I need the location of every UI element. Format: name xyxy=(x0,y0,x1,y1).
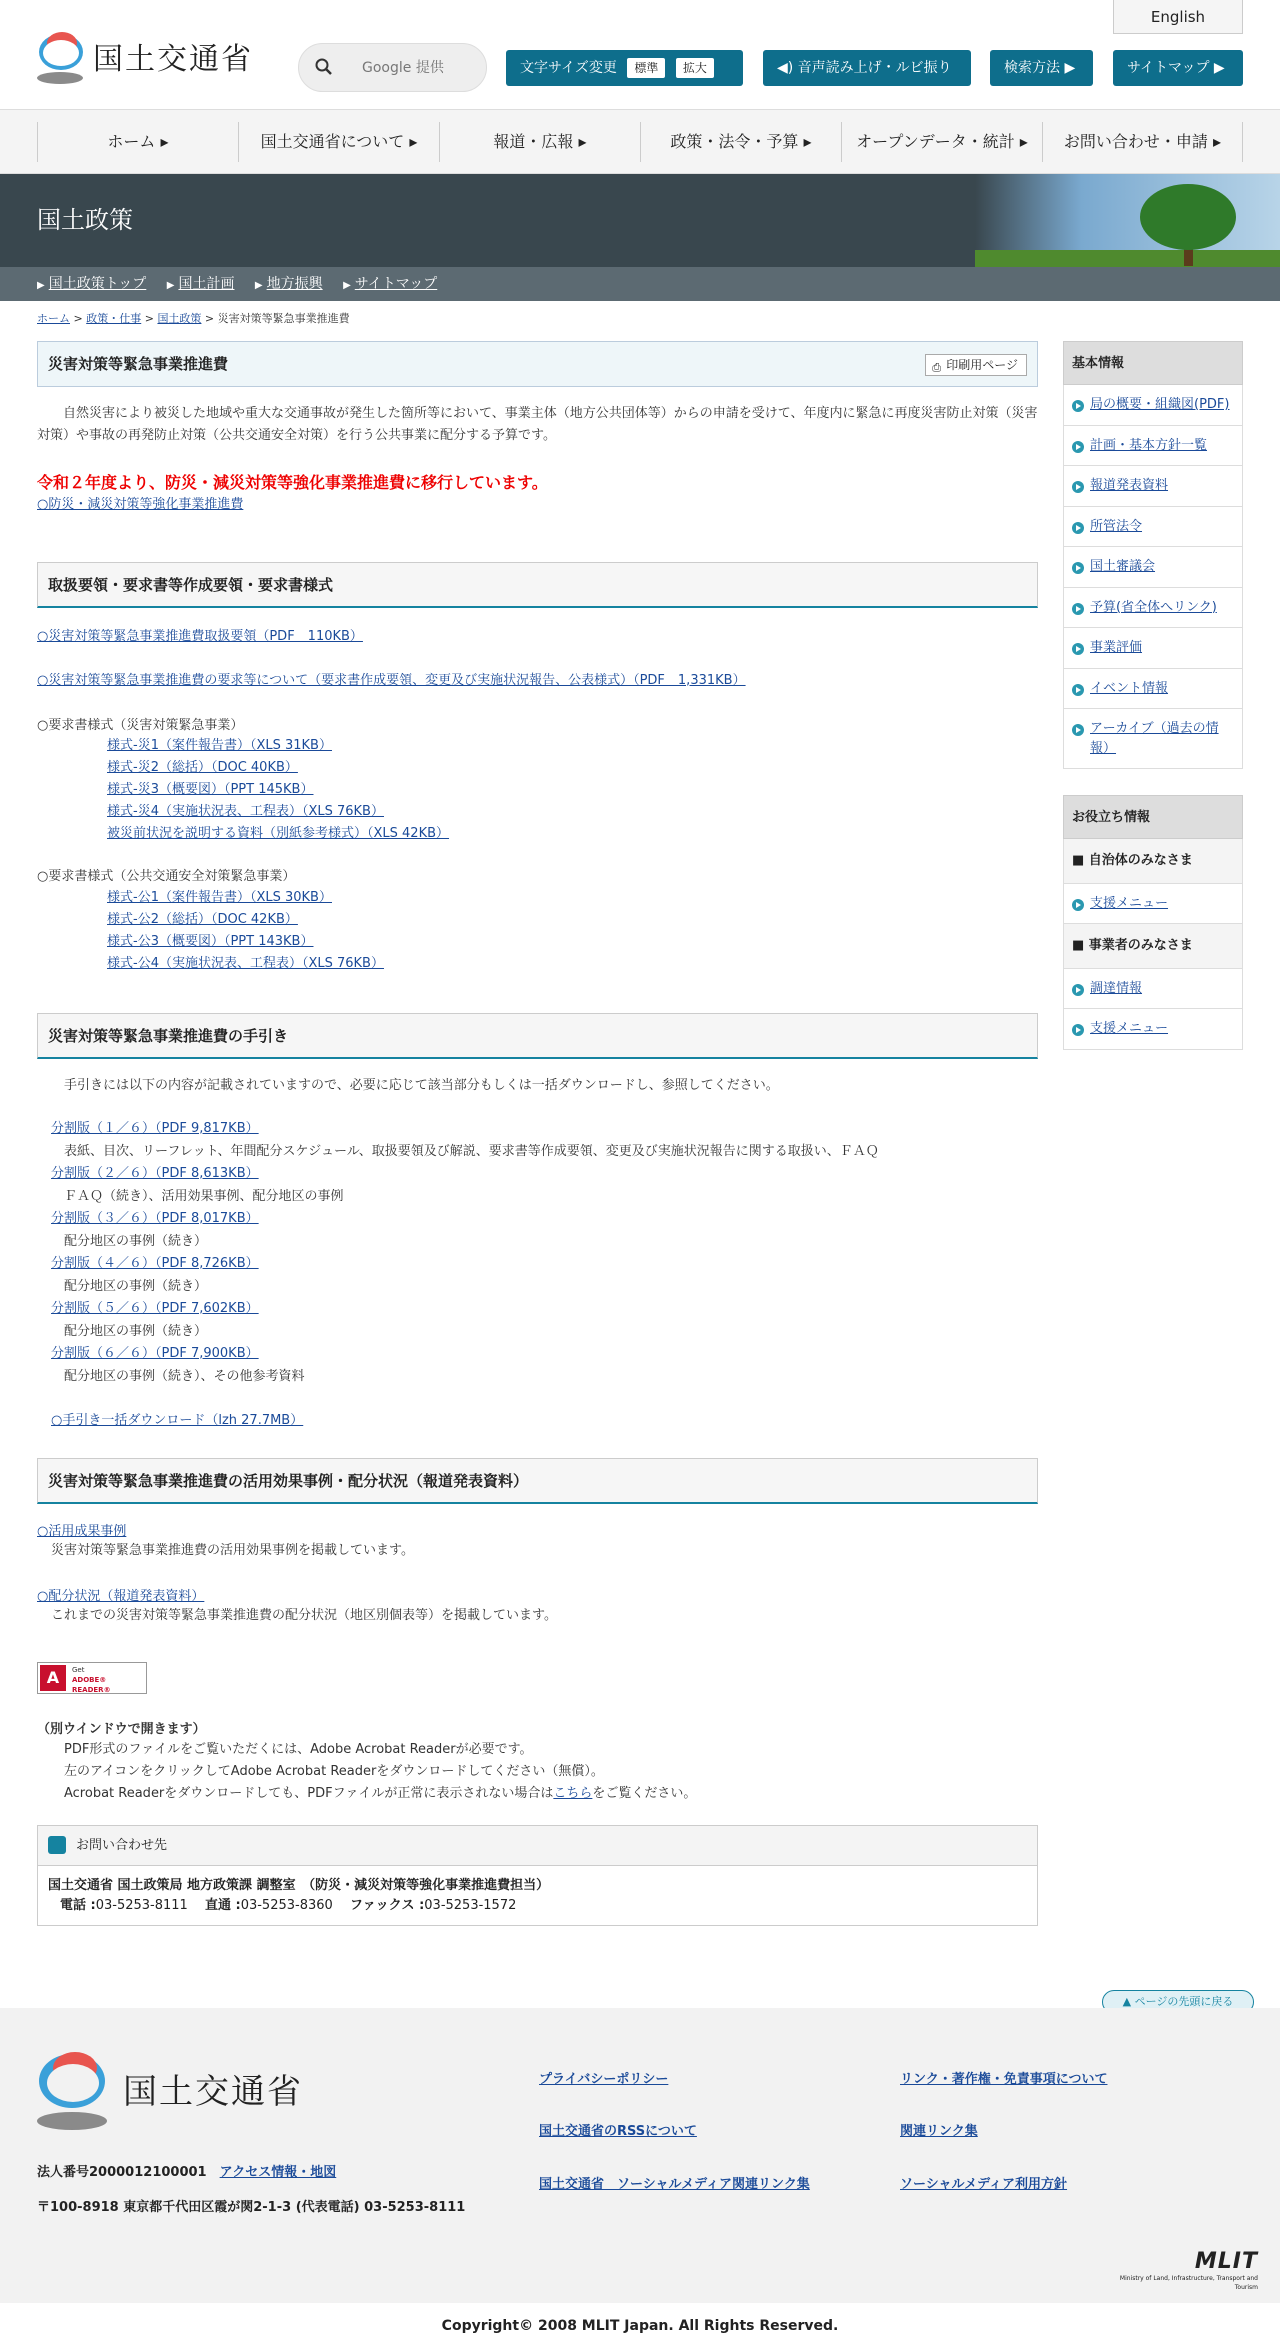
sidebar-item[interactable]: 所管法令 xyxy=(1063,507,1243,548)
section-title-guidelines: 取扱要領・要求書等作成要領・要求書様式 xyxy=(37,562,1038,608)
mlit-wordmark: MLIT Ministry of Land, Infrastructure, Transport and Tourism xyxy=(1119,2249,1258,2291)
site-footer xyxy=(0,2008,1280,2350)
subnav-regional[interactable]: 地方振興 xyxy=(266,276,323,292)
manual-part-desc: 表紙、目次、リーフレット、年間配分スケジュール、取扱要領及び解説、要求書等作成要領、変更及び実施状況報告に関する取扱い、ＦＡＱ xyxy=(64,1143,879,1159)
arrow-circle-icon xyxy=(1072,603,1084,615)
manual-part-desc: 配分地区の事例（続き） xyxy=(64,1278,208,1294)
adobe-notes xyxy=(64,1739,1038,1805)
speech-ruby-button[interactable] xyxy=(763,50,971,86)
page-title-box xyxy=(37,341,1038,387)
search-method-label: 検索方法 xyxy=(1004,60,1060,76)
footer-logo-text: 国土交通省 xyxy=(123,2071,303,2112)
sidebar-item[interactable]: 予算(省全体へリンク) xyxy=(1063,588,1243,629)
arrow-circle-icon xyxy=(1072,643,1084,655)
social-links[interactable]: 国土交通省 ソーシャルメディア関連リンク集 xyxy=(539,2177,810,2192)
site-header xyxy=(0,0,1280,110)
form-link[interactable]: 様式-災2（総括）（DOC 40KB） xyxy=(107,760,298,775)
print-page-button[interactable]: ⎙ 印刷用ページ xyxy=(925,354,1027,376)
manual-bulk-download[interactable]: ○手引き一括ダウンロード（lzh 27.7MB） xyxy=(51,1413,304,1428)
english-button[interactable]: English xyxy=(1113,0,1243,34)
global-nav xyxy=(0,110,1280,174)
sidebar-item[interactable]: 報道発表資料 xyxy=(1063,466,1243,507)
form-link[interactable]: 様式-公2（総括）（DOC 42KB） xyxy=(107,911,298,927)
tree-image xyxy=(1140,184,1236,250)
arrow-up-icon: ▲ xyxy=(1122,1995,1132,2008)
form-link[interactable]: 被災前状況を説明する資料（別紙参考様式）（XLS 42KB） xyxy=(107,826,450,841)
manual-part-desc: ＦＡＱ（続き）、活用効果事例、配分地区の事例 xyxy=(64,1188,344,1204)
banner-title: 国土政策 xyxy=(37,206,133,234)
form-link[interactable]: 様式-災3（概要図）（PPT 145KB） xyxy=(107,782,314,797)
phone-icon xyxy=(48,1836,66,1854)
footer-address: 〒100-8918 東京都千代田区霞が関2-1-3 (代表電話) 03-5253-8111 xyxy=(37,2200,466,2215)
sidebar-useful-title: お役立ち情報 xyxy=(1063,795,1243,839)
manual-part-link[interactable]: 分割版（２／６）（PDF 8,613KB） xyxy=(51,1166,259,1181)
sidebar-item[interactable]: 局の概要・組織図(PDF) xyxy=(1063,385,1243,426)
sitemap-label: サイトマップ xyxy=(1127,60,1210,76)
adobe-note: Acrobat Readerをダウンロードしても、PDFファイルが正常に表示されない場合はこちらをご覧ください。 xyxy=(64,1786,697,1801)
font-size-control xyxy=(506,50,743,86)
adobe-help-link[interactable]: こちら xyxy=(553,1786,593,1801)
back-to-top-button[interactable]: ▲ ページの先頭に戻る xyxy=(1102,1990,1254,2014)
social-policy-link[interactable]: ソーシャルメディア利用方針 xyxy=(900,2177,1068,2192)
mlit-emblem-icon xyxy=(37,2052,109,2132)
adobe-note: 左のアイコンをクリックしてAdobe Acrobat Readerをダウンロードしてください（無償）。 xyxy=(64,1764,604,1779)
section-banner xyxy=(0,174,1280,267)
bc-home[interactable]: ホーム xyxy=(37,312,70,325)
rss-link[interactable]: 国土交通省のRSSについて xyxy=(539,2124,697,2139)
related-links[interactable]: 関連リンク集 xyxy=(900,2124,978,2139)
arrow-circle-icon xyxy=(1072,899,1084,911)
sidebar-group-municipality: ■ 自治体のみなさま xyxy=(1063,839,1243,884)
arrow-circle-icon xyxy=(1072,1024,1084,1036)
arrow-circle-icon xyxy=(1072,481,1084,493)
sidebar-item[interactable]: イベント情報 xyxy=(1063,669,1243,710)
breadcrumb: ホーム > 政策・仕事 > 国土政策 > 災害対策等緊急事業推進費 xyxy=(37,312,350,325)
adobe-icon: A xyxy=(40,1665,66,1691)
gnav-opendata[interactable]: オープンデータ・統計 ▸ xyxy=(841,122,1042,162)
sitemap-button[interactable] xyxy=(1113,50,1243,86)
copyright-link[interactable]: リンク・著作権・免責事項について xyxy=(900,2072,1108,2087)
contact-numbers: 電話 :03-5253-8111 直通 :03-5253-8360 ファックス :03-5253-1572 xyxy=(60,1897,517,1913)
arrow-circle-icon xyxy=(1072,441,1084,453)
sidebar xyxy=(1063,341,1243,1050)
manual-parts xyxy=(51,1118,1038,1433)
font-large-button[interactable]: 拡大 xyxy=(676,58,714,78)
sidebar-item[interactable]: 支援メニュー xyxy=(1063,884,1243,925)
adobe-note: PDF形式のファイルをご覧いただくには、Adobe Acrobat Readerが必要です。 xyxy=(64,1742,533,1757)
gnav-press[interactable]: 報道・広報 ▸ xyxy=(439,122,640,162)
bc-national[interactable]: 国土政策 xyxy=(157,312,202,325)
arrow-circle-icon xyxy=(1072,400,1084,412)
arrow-circle-icon xyxy=(1072,724,1084,736)
chevron-right-icon: ▶ xyxy=(1064,60,1076,76)
manual-part-desc: 配分地区の事例（続き） xyxy=(64,1233,208,1249)
footer-logo[interactable] xyxy=(37,2052,303,2132)
subnav-plan[interactable]: 国土計画 xyxy=(178,276,235,292)
contact-body xyxy=(38,1866,1037,1925)
subnav-sitemap[interactable]: サイトマップ xyxy=(354,276,438,292)
sub-nav: ▶ 国土政策トップ ▶ 国土計画 ▶ 地方振興 ▶ サイトマップ xyxy=(0,267,1280,301)
bc-policy[interactable]: 政策・仕事 xyxy=(86,312,142,325)
form-link[interactable]: 様式-公4（実施状況表、工程表）（XLS 76KB） xyxy=(107,955,384,971)
contact-header: お問い合わせ先 xyxy=(38,1826,1037,1866)
gnav-policy[interactable]: 政策・法令・予算 ▸ xyxy=(640,122,841,162)
printer-icon: ⎙ xyxy=(932,361,942,374)
mlit-logo[interactable] xyxy=(37,32,253,86)
copyright: Copyright© 2008 MLIT Japan. All Rights Reserved. xyxy=(0,2303,1280,2350)
forms-disaster-list xyxy=(107,735,1038,845)
bc-current: 災害対策等緊急事業推進費 xyxy=(217,312,350,325)
effects-desc: 災害対策等緊急事業推進費の活用効果事例を掲載しています。 xyxy=(51,1543,414,1558)
main-content xyxy=(37,341,1038,1926)
allocation-desc: これまでの災害対策等緊急事業推進費の配分状況（地区別個表等）を掲載しています。 xyxy=(51,1608,557,1623)
corporate-number: 法人番号2000012100001 アクセス情報・地図 xyxy=(37,2165,337,2180)
chevron-right-icon: ▶ xyxy=(1213,60,1225,76)
manual-intro: 手引きには以下の内容が記載されていますので、必要に応じて該当部分もしくは一括ダウンロードし、参照してください。 xyxy=(64,1077,779,1093)
section-title-manual: 災害対策等緊急事業推進費の手引き xyxy=(37,1013,1038,1059)
sidebar-item[interactable]: 計画・基本方針一覧 xyxy=(1063,426,1243,467)
transition-notice: 令和２年度より、防災・減災対策等強化事業推進費に移行しています。 xyxy=(37,473,548,492)
sidebar-basic-title: 基本情報 xyxy=(1063,341,1243,385)
forms-transport-title: ○要求書様式（公共交通安全対策緊急事業） xyxy=(37,869,296,884)
privacy-link[interactable]: プライバシーポリシー xyxy=(539,2072,669,2087)
manual-part-desc: 配分地区の事例（続き）、その他参考資料 xyxy=(64,1368,305,1384)
search-icon xyxy=(315,58,333,76)
access-link[interactable]: アクセス情報・地図 xyxy=(219,2165,337,2180)
forms-transport-list xyxy=(107,887,1038,975)
effects-link[interactable]: ○活用成果事例 xyxy=(37,1523,127,1539)
new-window-note: （別ウインドウで開きます） xyxy=(37,1721,206,1737)
speech-label: 音声読み上げ・ルビ振り xyxy=(797,60,952,76)
manual-part-link[interactable]: 分割版（１／６）（PDF 9,817KB） xyxy=(51,1121,259,1136)
sidebar-item[interactable]: 国土審議会 xyxy=(1063,547,1243,588)
manual-part-link[interactable]: 分割版（４／６）（PDF 8,726KB） xyxy=(51,1256,259,1271)
notice-link[interactable]: ○防災・減災対策等強化事業推進費 xyxy=(37,497,244,512)
contact-box xyxy=(37,1825,1038,1926)
manual-part-desc: 配分地区の事例（続き） xyxy=(64,1323,208,1339)
speaker-icon: ◀) xyxy=(777,60,794,76)
mlit-emblem-icon xyxy=(37,32,85,86)
forms-disaster-title: ○要求書様式（災害対策緊急事業） xyxy=(37,717,244,733)
sidebar-item[interactable]: アーカイブ（過去の情報） xyxy=(1063,709,1243,769)
subnav-top[interactable]: 国土政策トップ xyxy=(48,276,147,292)
form-link[interactable]: 様式-災1（案件報告書）（XLS 31KB） xyxy=(107,738,332,753)
gnav-about[interactable]: 国土交通省について ▸ xyxy=(238,122,439,162)
gnav-home[interactable]: ホーム ▸ xyxy=(37,122,238,162)
font-standard-button[interactable]: 標準 xyxy=(627,58,665,78)
sidebar-item[interactable]: 支援メニュー xyxy=(1063,1009,1243,1050)
form-link[interactable]: 様式-災4（実施状況表、工程表）（XLS 76KB） xyxy=(107,804,384,819)
manual-part-link[interactable]: 分割版（５／６）（PDF 7,602KB） xyxy=(51,1301,259,1316)
arrow-circle-icon xyxy=(1072,984,1084,996)
manual-part-link[interactable]: 分割版（３／６）（PDF 8,017KB） xyxy=(51,1211,259,1226)
sidebar-group-business: ■ 事業者のみなさま xyxy=(1063,924,1243,969)
contact-org: 国土交通省 国土政策局 地方政策課 調整室 （防災・減災対策等強化事業推進費担当） xyxy=(48,1878,550,1893)
section-title-effects: 災害対策等緊急事業推進費の活用効果事例・配分状況（報道発表資料） xyxy=(37,1458,1038,1504)
allocation-link[interactable]: ○配分状況（報道発表資料） xyxy=(37,1588,205,1604)
sidebar-item[interactable]: 調達情報 xyxy=(1063,969,1243,1010)
intro-text: 自然災害により被災した地域や重大な交通事故が発生した箇所等において、事業主体（地方公共団体等）からの申請を受けて、年度内に緊急に再度災害防止対策（災害対策）や事故の再発防止対策（公共交通安全対策）を行う公共事業に配分する予算です。 xyxy=(37,406,1038,443)
arrow-circle-icon xyxy=(1072,562,1084,574)
adobe-badge-get: Get xyxy=(72,1665,85,1674)
guideline-link[interactable]: ○災害対策等緊急事業推進費取扱要領（PDF 110KB） xyxy=(37,628,363,644)
form-link[interactable]: 様式-公1（案件報告書）（XLS 30KB） xyxy=(107,889,332,905)
manual-part-link[interactable]: 分割版（６／６）（PDF 7,900KB） xyxy=(51,1346,259,1361)
adobe-badge-name: ADOBE® READER® xyxy=(72,1675,111,1694)
gnav-contact[interactable]: お問い合わせ・申請 ▸ xyxy=(1042,122,1243,162)
search-placeholder: Google 提供 xyxy=(362,60,444,76)
logo-text: 国土交通省 xyxy=(93,41,253,77)
form-link[interactable]: 様式-公3（概要図）（PPT 143KB） xyxy=(107,933,314,949)
search-box[interactable] xyxy=(298,43,487,92)
request-link[interactable]: ○災害対策等緊急事業推進費の要求等について（要求書作成要領、変更及び実施状況報告、公表様式）（PDF 1,331KB） xyxy=(37,673,746,688)
page-title: 災害対策等緊急事業推進費 xyxy=(48,355,229,373)
sidebar-item[interactable]: 事業評価 xyxy=(1063,628,1243,669)
arrow-circle-icon xyxy=(1072,684,1084,696)
search-method-button[interactable] xyxy=(990,50,1093,86)
get-adobe-reader-button[interactable] xyxy=(37,1662,147,1694)
font-size-label: 文字サイズ変更 xyxy=(520,60,617,76)
arrow-circle-icon xyxy=(1072,522,1084,534)
